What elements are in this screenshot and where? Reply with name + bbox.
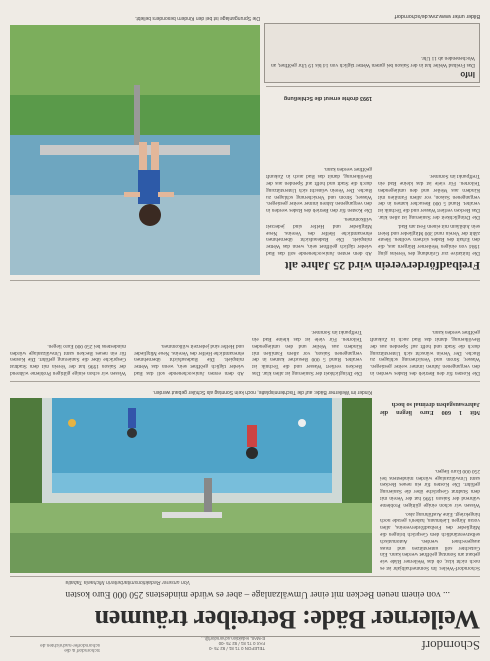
body-column-1 <box>370 286 480 376</box>
pool-photo-bottom <box>10 25 260 275</box>
section-kicker: Mit 1 600 Euro liegen die Jahresausgaben dreimal so hoch <box>380 401 480 416</box>
info-heading: Info <box>460 70 475 79</box>
teaser-left: Bilder unter www.zvw.de/schorndorf <box>394 13 480 19</box>
masthead-contact <box>201 636 265 651</box>
masthead <box>10 636 480 655</box>
body-column-2 <box>252 286 362 376</box>
anniversary-text-3: Ab dem ersten Juniwochenende soll das Bad wieder täglich geöffnet sein, wenn das Wetter mitspielt. Die Badeaufsicht übernehmen ehrenamtliche Helfer des Vereins. Neue Mitglieder und Helfer sind jederzeit willkommen. <box>266 216 372 256</box>
pool-photo-bottom-image <box>10 25 260 275</box>
logo-line: schorndorfer-nachrichten.de <box>40 641 100 647</box>
divider <box>10 576 480 577</box>
contact-line: TELEFON 0 71 81 / 92 75 -0 <box>209 646 265 651</box>
anniversary-text-4: Die Kosten für den Betrieb des Bades werden in den vergangenen Jahren immer weiter gestiegen. Wasser, Strom und Versicherung schlagen zu Buche. Der Verein wünscht sich Unterstützung durch die Stadt und hofft auf Spenden aus der Bevölkerung, damit das Bad auch in Zukunft geöffnet werden kann. <box>266 166 372 214</box>
intro-column <box>380 421 480 571</box>
anniversary-heading: Freibadförderverein wird 25 Jahre alt <box>284 259 480 273</box>
body-text: Ab dem ersten Juniwochenende soll das Bad wieder täglich geöffnet sein, wenn das Wetter mitspielt. Die Badeaufsicht übernehmen ehrenamtliche Helfer des Vereins. Neue Mitglieder und Helfer sind jederzeit willkommen. <box>134 342 244 376</box>
anniversary-column-1 <box>378 106 480 256</box>
pool-photo-top-image <box>10 398 372 573</box>
body-column-4 <box>10 286 126 376</box>
photo-caption-left: Die Sprunganlage ist bei den Kindern besonders beliebt. <box>134 15 260 21</box>
masthead-logo <box>40 641 100 652</box>
body-column-3 <box>134 286 244 376</box>
anniversary-text: Die Initiative zur Gründung des Vereins ging 1984 von einigen Weilerner Bürgern aus, die den Erhalt des Bades sichern wollten. Heute zählt der Verein rund 300 Mitglieder und feiert sein Jubiläum mit einem Fest am Bad. <box>378 222 480 256</box>
anniversary-text-2: Die Dringlichkeit der Sanierung ist allen klar. Das Becken verliert Wasser und die Technik ist veraltet. Rund 5 000 Besucher kamen in der vergangenen Saison, vor allem Familien mit Kindern aus Weiler und den umliegenden Teilorten. Für viele ist das kleine Bad ein Treffpunkt im Sommer. <box>378 173 480 221</box>
contact-line: FAX 0 71 81 / 92 75 -00 <box>218 641 265 646</box>
logo-line: Schorndorf & die <box>64 647 100 652</box>
info-box <box>264 23 480 83</box>
anniversary-column-2 <box>266 106 372 256</box>
photo-caption-top: Kinder im Weilerner Bäde: auf die Tischtennisplatte, noch kein Sonntag als Schüler gebaut werden. <box>152 389 372 395</box>
body-text: Die Kosten für den Betrieb des Bades werden in den vergangenen Jahren immer weiter gestiegen. Wasser, Strom und Versicherung schlagen zu Buche. Der Verein wünscht sich Unterstützung durch die Stadt und hofft auf Spenden aus der Bevölkerung, damit das Bad auch in Zukunft geöffnet werden kann. <box>370 329 480 376</box>
masthead-town: Schorndorf <box>421 638 480 653</box>
divider <box>266 86 480 87</box>
info-text: Das Freibad Weiler hat in der Saison bei gutem Wetter täglich von 14 bis 19 Uhr geöffnet, an Wochenenden ab 11 Uhr. <box>271 55 475 68</box>
divider <box>10 280 480 281</box>
article-headline: Weilerner Bäde: Betreiber träumen <box>94 605 480 634</box>
body-text: Wissen wir schon einige gültigen Probleme während der Saison 1996 hat der Verein mit dem Stadtrat Gespräche über die Sanierung geführt. Die Kosten für ein neues Becken samt Umwälzanlage würden mindestens bei 250 000 Euro liegen. <box>10 342 126 376</box>
intro-text-2: Wissen wir schon einige gültigen Probleme während der Saison 1996 hat der Verein mit dem Stadtrat Gespräche über die Sanierung geführt. Die Kosten für ein neues Becken samt Umwälzanlage würden mindestens bei 250 000 Euro liegen. <box>380 467 480 508</box>
divider <box>10 381 480 382</box>
article-subline: ... von einem neuen Becken mit einer Umwälzanlage – aber es würde mindestens 250 000 Euro kosten <box>65 589 450 599</box>
article-byline: Von unserer Redaktionsmitarbeiterin Michaela Tabatia <box>65 579 190 585</box>
contact-line: E-MAIL redaktion.schorndorf@... <box>201 636 265 641</box>
intro-text: Schorndorf-Weiler. Im Sommerhalbjahr ist es noch nicht klar, ob das Weilerner Bäde wie gebaut am Sonntag geöffnet werden kann. Ein Gutachter soll unterstützen und muss ausgerechnet werden. Automatisch selbstverständlich dem Gespräch bringen die Mitglieder des Freibadfördervereins, allen voran Jürgen Liebmann, haben's gerade noch hingekriegt. Eine Ausführung also. <box>380 510 480 571</box>
pool-photo-top <box>10 398 372 573</box>
body-text: Die Dringlichkeit der Sanierung ist allen klar. Das Becken verliert Wasser und die Technik ist veraltet. Rund 5 000 Besucher kamen in der vergangenen Saison, vor allem Familien mit Kindern aus Weiler und den umliegenden Teilorten. Für viele ist das kleine Bad ein Treffpunkt im Sommer. <box>252 329 362 376</box>
teaser-bottom: 1993 drohte erneut die Schließung <box>283 95 372 101</box>
